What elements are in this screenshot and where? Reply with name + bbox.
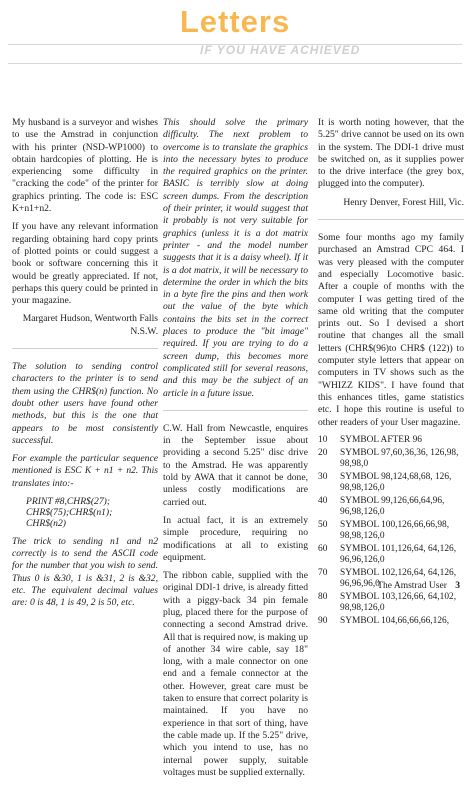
line-number: 90 [318,615,328,626]
divider [12,348,158,349]
line-code: SYMBOL 104,66,66,66,126, [340,615,450,626]
line-code: SYMBOL 101,126,64, 64,126, 96,96,126,0 [340,543,457,565]
letter2-signature: Henry Denver, Forest Hill, Vic. [343,196,464,208]
letter2-paragraph-3: The ribbon cable, supplied with the original DDI-1 drive, is already fitted with a piggy-back 34 pin female plug, placed there for the purpose of connecting a second Amstrad drive. All that is required now, is making up of another 34 wire cable, say 18" long, with a male connector on one end and a female connector at the other. However, great care must be taken to ensure that correct polarity is maintained. If you have no experience in that sort of thing, have the cable made up. If the 5.25" drive, which you intend to use, has no internal power supply, suitable voltages must be supplied externally. [163,570,308,778]
letter1-signature: Margaret Hudson, Wentworth Falls N.S.W. [22,313,158,337]
listing-row [318,592,464,616]
column-1 [12,117,158,615]
letter2-paragraph-4: It is worth noting however, that the 5.25" drive cannot be used on its own in the system. The DDI-1 drive must be switched on, as it supplies power to the drive interface (the grey box, plugged into the computer). [318,117,464,190]
line-code: SYMBOL 103,126,66, 64,102, 98,98,126,0 [340,591,457,613]
page-footer [377,581,460,591]
line-code: SYMBOL 98,124,68,68, 126, 98,98,126,0 [340,471,452,493]
divider [318,219,464,220]
listing-row [318,435,464,448]
listing-row [318,544,464,568]
letter1-paragraph-2: If you have any relevant information regarding obtaining hard copy prints of plotted points or could suggest a book or software concerning this it would be greatly appreciated. If not, perhaps this query could be printed in your magazine. [12,221,158,307]
divider [163,410,308,411]
page-title: Letters [179,4,291,39]
letter2-paragraph-1: C.W. Hall from Newcastle, enquires in the September issue about providing a second 5.25" disc drive to the Amstrad. He was apparently told by AWA that it cannot be done, unless costly modifications are carried out. [163,422,308,508]
code-line: PRINT #8,CHR$(27); [26,496,111,508]
line-code: SYMBOL 97,60,36,36, 126,98, 98,98,0 [340,447,459,469]
code-line: CHR$(n2) [26,518,66,530]
line-code: SYMBOL 99,126,66,64,96, 96,98,126,0 [340,495,445,517]
line-number: 30 [318,471,328,482]
column-3 [318,117,464,629]
line-number: 40 [318,495,328,506]
line-number: 20 [318,447,328,458]
magazine-name: The Amstrad User [377,581,447,591]
letter1-paragraph-1: My husband is a surveyor and wishes to use the Amstrad in conjunction with his printer (NSD-WP1000) to obtain hardcopies of plotting. He is experiencing some difficulty in "cracking the code" of the printer for graphics printing. The code is: ESC K+n1+n2. [12,117,158,215]
basic-listing [318,435,464,629]
line-number: 80 [318,591,328,602]
reply1-paragraph-3: The trick to sending n1 and n2 correctly is to send the ASCII code for the number that you wish to send. Thus 0 is &30, 1 is &31, 2 is &32, etc. The equivalent decimal values are: 0 is 48, 1 is 49, 2 is 50, etc. [12,535,158,609]
letter3-paragraph-1: Some four months ago my family purchased an Amstrad CPC 464. I was very pleased with the computer and especially Locomotive basic. After a couple of months with the computer I was getting tired of the same old writing that the computer prints out. So I devised a short routine that changes all the small letters (CHR$(96)to CHR$ (122)) to computer style letters that appear on computers in TV shows such as the "WHIZZ KIDS". I have found that this enhances titles, game statistics etc. I hope this routine is useful to other readers of your User magazine. [318,232,464,428]
listing-row [318,616,464,629]
line-code: SYMBOL 102,126,64, 64,126, 96,96,96,0 [340,567,457,589]
line-code: SYMBOL 100,126,66,66,98, 98,98,126,0 [340,519,450,541]
listing-row [318,472,464,496]
line-number: 60 [318,543,328,554]
line-number: 50 [318,519,328,530]
listing-row [318,496,464,520]
code-line: CHR$(75);CHR$(n1); [26,507,113,519]
reply1-paragraph-1: The solution to sending control characters to the printer is to send them using the CHR$(n) function. No doubt other users have found other methods, but this is the one that appears to be most consistently successful. [12,361,158,446]
page-number: 3 [455,581,460,591]
letter2-paragraph-2: In actual fact, it is an extremely simple procedure, requiring no modifications at all to existing equipment. [163,514,308,563]
line-code: SYMBOL AFTER 96 [340,434,422,445]
reply1-paragraph-2: For example the particular sequence mentioned is ESC K + n1 + n2. This translates into:- [12,453,158,489]
line-number: 10 [318,434,328,445]
line-number: 70 [318,567,328,578]
listing-row [318,520,464,544]
reply1-paragraph-4-continued: This should solve the primary difficulty. The next problem to overcome is to translate the graphics into the necessary bytes to produce the required graphics on the printer. BASIC is terribly slow at doing screen dumps. From the description of their printer, it would suggest that it probably is not very suitable for graphics (unless it is a dot matrix printer - and the model number suggests that it is a daisy wheel). If it is a dot matrix, it will be necessary to determine the order in which the bits in a byte fire the pins and then work out the value of the byte which contains the bits set in the correct places to produce the "bit image" required. If you are trying to do a screen dump, this becomes more complicated still for several reasons, and this may be the subject of an article in a future issue. [163,117,308,399]
column-2 [163,117,308,785]
reply1-code-block [26,496,158,530]
header-watermark: IF YOU HAVE ACHIEVED [200,43,361,57]
listing-row [318,448,464,472]
